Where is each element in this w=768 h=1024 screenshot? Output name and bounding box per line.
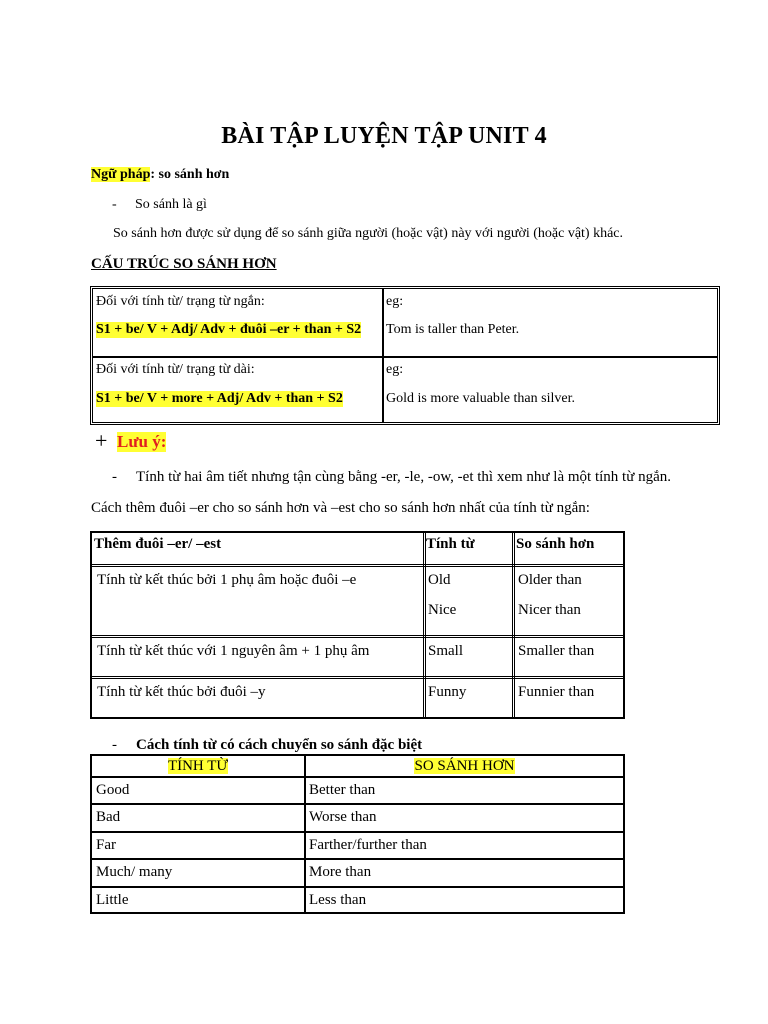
table-cell: Tính từ kết thúc bởi đuôi –y (97, 684, 266, 700)
table-cell: Smaller than (518, 643, 595, 659)
table-cell: Farther/further than (309, 837, 427, 853)
structure-table (90, 286, 720, 425)
eg-label: eg: (386, 362, 404, 377)
bullet-dash: - (112, 469, 117, 485)
grammar-label: Ngữ pháp (91, 167, 151, 182)
table-divider (93, 356, 717, 358)
table-cell: Worse than (309, 809, 377, 825)
table-header: So sánh hơn (516, 536, 595, 552)
table-cell: Less than (309, 892, 367, 908)
table-header: TÍNH TỪ (167, 758, 229, 774)
bullet-dash: - (112, 197, 117, 212)
bullet-what-text: So sánh là gì (135, 197, 207, 212)
short-adj-formula: S1 + be/ V + Adj/ Adv + đuôi –er + than + S2 (96, 322, 362, 337)
table-divider (92, 886, 623, 888)
table-divider (92, 803, 623, 805)
table-divider (512, 533, 515, 717)
bullet-note-text: Tính từ hai âm tiết nhưng tận cùng bằng -er, -le, -ow, -et thì xem như là một tính từ ngắn. (136, 469, 671, 485)
eg-label: eg: (386, 294, 404, 309)
table-cell: Much/ many (96, 864, 173, 880)
table-divider (92, 676, 623, 679)
table-cell: Tính từ kết thúc bởi 1 phụ âm hoặc đuôi –e (97, 572, 357, 588)
table-cell: Funny (428, 684, 467, 700)
table-cell: Older than (518, 572, 582, 588)
suffix-intro: Cách thêm đuôi –er cho so sánh hơn và –est cho so sánh hơn nhất của tính từ ngắn: (91, 500, 590, 516)
plus-icon: + (95, 428, 108, 453)
suffix-table (90, 531, 625, 719)
table-cell: More than (309, 864, 372, 880)
definition-text: So sánh hơn được sử dụng để so sánh giữa người (hoặc vật) này với người (hoặc vật) khác. (113, 226, 624, 241)
table-divider (304, 756, 306, 912)
structure-heading: CẤU TRÚC SO SÁNH HƠN (91, 256, 277, 272)
table-cell: Good (96, 782, 130, 798)
table-cell: Old (428, 572, 451, 588)
grammar-topic: : so sánh hơn (150, 167, 230, 182)
page-title: BÀI TẬP LUYỆN TẬP UNIT 4 (221, 123, 547, 149)
short-adj-example: Tom is taller than Peter. (386, 322, 520, 337)
table-divider (92, 635, 623, 638)
table-cell: Better than (309, 782, 376, 798)
long-adj-example: Gold is more valuable than silver. (386, 391, 575, 406)
table-cell: Funnier than (518, 684, 595, 700)
long-adj-label: Đối với tính từ/ trạng từ dài: (96, 362, 255, 377)
table-header: SO SÁNH HƠN (414, 758, 515, 774)
table-divider (92, 831, 623, 833)
table-cell: Nicer than (518, 602, 581, 618)
table-cell: Nice (428, 602, 457, 618)
bullet-irregular-text: Cách tính từ có cách chuyển so sánh đặc biệt (136, 737, 423, 753)
table-divider (92, 564, 623, 567)
note-label: Lưu ý: (117, 432, 167, 451)
table-cell: Small (428, 643, 464, 659)
bullet-dash: - (112, 737, 117, 753)
long-adj-formula: S1 + be/ V + more + Adj/ Adv + than + S2 (96, 391, 343, 406)
short-adj-label: Đối với tính từ/ trạng từ ngắn: (96, 294, 265, 309)
table-divider (92, 776, 623, 778)
table-cell: Tính từ kết thúc với 1 nguyên âm + 1 phụ âm (97, 643, 370, 659)
table-cell: Bad (96, 809, 121, 825)
table-header: Tính từ (426, 536, 475, 552)
table-header: Thêm đuôi –er/ –est (94, 536, 222, 552)
table-divider (92, 858, 623, 860)
grammar-line (91, 167, 229, 183)
table-cell: Far (96, 837, 116, 853)
irregular-table (90, 754, 625, 914)
table-divider (423, 533, 426, 717)
table-cell: Little (96, 892, 129, 908)
